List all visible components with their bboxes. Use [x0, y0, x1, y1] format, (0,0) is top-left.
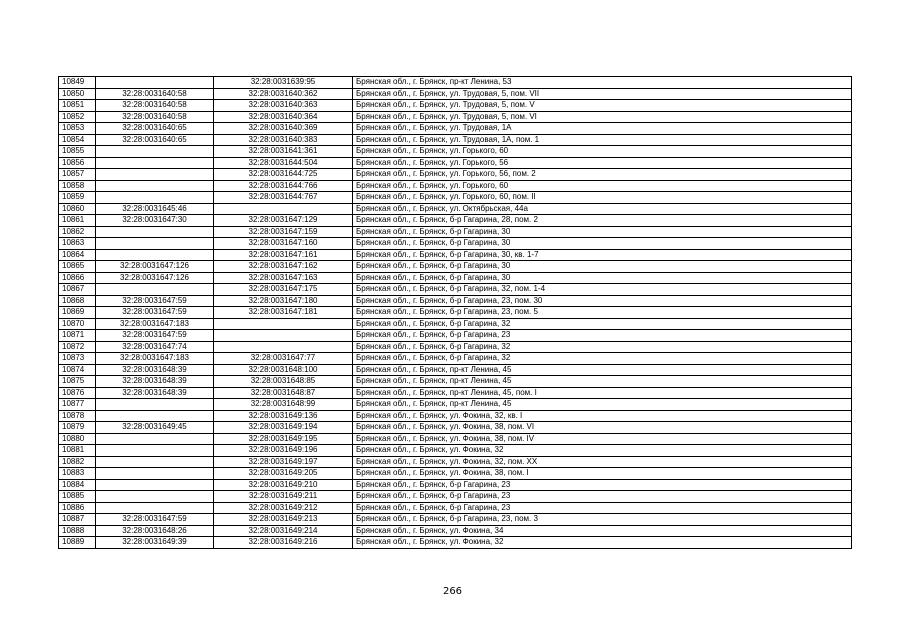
address-cell: Брянская обл., г. Брянск, ул. Фокина, 38, пом. VI	[353, 422, 852, 434]
address-cell: Брянская обл., г. Брянск, ул. Фокина, 38, пом. I	[353, 468, 852, 480]
parcel-cadastral-cell: 32:28:0031649:45	[96, 422, 214, 434]
building-cadastral-cell: 32:28:0031647:181	[214, 307, 353, 319]
table-row	[59, 192, 852, 204]
row-number-cell: 10880	[59, 433, 96, 445]
parcel-cadastral-cell: 32:28:0031647:74	[96, 341, 214, 353]
parcel-cadastral-cell	[96, 226, 214, 238]
parcel-cadastral-cell: 32:28:0031648:26	[96, 525, 214, 537]
table-row	[59, 399, 852, 411]
row-number-cell: 10859	[59, 192, 96, 204]
row-number-cell: 10876	[59, 387, 96, 399]
address-cell: Брянская обл., г. Брянск, б-р Гагарина, 23	[353, 491, 852, 503]
address-cell: Брянская обл., г. Брянск, ул. Трудовая, 1А, пом. 1	[353, 134, 852, 146]
parcel-cadastral-cell: 32:28:0031647:183	[96, 353, 214, 365]
address-cell: Брянская обл., г. Брянск, б-р Гагарина, 32	[353, 353, 852, 365]
row-number-cell: 10860	[59, 203, 96, 215]
address-cell: Брянская обл., г. Брянск, ул. Горького, 56, пом. 2	[353, 169, 852, 181]
building-cadastral-cell: 32:28:0031640:369	[214, 123, 353, 135]
address-cell: Брянская обл., г. Брянск, ул. Фокина, 32, пом. XX	[353, 456, 852, 468]
address-cell: Брянская обл., г. Брянск, б-р Гагарина, 32	[353, 318, 852, 330]
parcel-cadastral-cell: 32:28:0031648:39	[96, 387, 214, 399]
parcel-cadastral-cell: 32:28:0031649:39	[96, 537, 214, 549]
address-cell: Брянская обл., г. Брянск, пр-кт Ленина, 45	[353, 399, 852, 411]
parcel-cadastral-cell	[96, 157, 214, 169]
table-row	[59, 456, 852, 468]
building-cadastral-cell: 32:28:0031647:77	[214, 353, 353, 365]
address-cell: Брянская обл., г. Брянск, б-р Гагарина, 23, пом. 3	[353, 514, 852, 526]
row-number-cell: 10874	[59, 364, 96, 376]
table-row	[59, 445, 852, 457]
row-number-cell: 10869	[59, 307, 96, 319]
row-number-cell: 10875	[59, 376, 96, 388]
parcel-cadastral-cell	[96, 192, 214, 204]
table-row	[59, 180, 852, 192]
table-row	[59, 272, 852, 284]
building-cadastral-cell: 32:28:0031649:213	[214, 514, 353, 526]
building-cadastral-cell: 32:28:0031647:162	[214, 261, 353, 273]
row-number-cell: 10866	[59, 272, 96, 284]
address-cell: Брянская обл., г. Брянск, пр-кт Ленина, 45, пом. I	[353, 387, 852, 399]
parcel-cadastral-cell	[96, 77, 214, 89]
parcel-cadastral-cell: 32:28:0031640:58	[96, 88, 214, 100]
row-number-cell: 10878	[59, 410, 96, 422]
table-row	[59, 123, 852, 135]
parcel-cadastral-cell	[96, 468, 214, 480]
table-row	[59, 203, 852, 215]
parcel-cadastral-cell: 32:28:0031647:126	[96, 272, 214, 284]
row-number-cell: 10888	[59, 525, 96, 537]
address-cell: Брянская обл., г. Брянск, б-р Гагарина, 30	[353, 272, 852, 284]
parcel-cadastral-cell: 32:28:0031647:59	[96, 514, 214, 526]
address-cell: Брянская обл., г. Брянск, ул. Фокина, 32	[353, 537, 852, 549]
parcel-cadastral-cell: 32:28:0031647:59	[96, 307, 214, 319]
building-cadastral-cell: 32:28:0031648:87	[214, 387, 353, 399]
row-number-cell: 10877	[59, 399, 96, 411]
row-number-cell: 10854	[59, 134, 96, 146]
parcel-cadastral-cell	[96, 249, 214, 261]
row-number-cell: 10864	[59, 249, 96, 261]
building-cadastral-cell: 32:28:0031644:725	[214, 169, 353, 181]
table-row	[59, 376, 852, 388]
parcel-cadastral-cell: 32:28:0031647:30	[96, 215, 214, 227]
building-cadastral-cell: 32:28:0031649:214	[214, 525, 353, 537]
parcel-cadastral-cell	[96, 491, 214, 503]
row-number-cell: 10879	[59, 422, 96, 434]
address-cell: Брянская обл., г. Брянск, ул. Трудовая, 5, пом. VII	[353, 88, 852, 100]
building-cadastral-cell: 32:28:0031649:211	[214, 491, 353, 503]
table-row	[59, 100, 852, 112]
building-cadastral-cell: 32:28:0031647:163	[214, 272, 353, 284]
building-cadastral-cell: 32:28:0031649:210	[214, 479, 353, 491]
parcel-cadastral-cell	[96, 433, 214, 445]
building-cadastral-cell: 32:28:0031639:95	[214, 77, 353, 89]
row-number-cell: 10858	[59, 180, 96, 192]
row-number-cell: 10871	[59, 330, 96, 342]
row-number-cell: 10889	[59, 537, 96, 549]
row-number-cell: 10855	[59, 146, 96, 158]
table-row	[59, 353, 852, 365]
building-cadastral-cell: 32:28:0031649:212	[214, 502, 353, 514]
building-cadastral-cell: 32:28:0031647:129	[214, 215, 353, 227]
building-cadastral-cell: 32:28:0031644:504	[214, 157, 353, 169]
parcel-cadastral-cell: 32:28:0031648:39	[96, 364, 214, 376]
parcel-cadastral-cell	[96, 456, 214, 468]
address-cell: Брянская обл., г. Брянск, б-р Гагарина, 23	[353, 502, 852, 514]
row-number-cell: 10852	[59, 111, 96, 123]
table-row	[59, 226, 852, 238]
parcel-cadastral-cell: 32:28:0031647:126	[96, 261, 214, 273]
table-row	[59, 215, 852, 227]
building-cadastral-cell: 32:28:0031647:160	[214, 238, 353, 250]
building-cadastral-cell: 32:28:0031648:85	[214, 376, 353, 388]
building-cadastral-cell: 32:28:0031649:136	[214, 410, 353, 422]
table-row	[59, 502, 852, 514]
address-cell: Брянская обл., г. Брянск, б-р Гагарина, 23	[353, 330, 852, 342]
table-row	[59, 433, 852, 445]
building-cadastral-cell	[214, 318, 353, 330]
row-number-cell: 10867	[59, 284, 96, 296]
table-row	[59, 341, 852, 353]
row-number-cell: 10887	[59, 514, 96, 526]
building-cadastral-cell: 32:28:0031649:216	[214, 537, 353, 549]
building-cadastral-cell: 32:28:0031644:767	[214, 192, 353, 204]
building-cadastral-cell: 32:28:0031640:364	[214, 111, 353, 123]
table-row	[59, 387, 852, 399]
table-row	[59, 364, 852, 376]
table-row	[59, 261, 852, 273]
table-row	[59, 330, 852, 342]
address-cell: Брянская обл., г. Брянск, б-р Гагарина, 30	[353, 261, 852, 273]
parcel-cadastral-cell	[96, 146, 214, 158]
building-cadastral-cell: 32:28:0031640:362	[214, 88, 353, 100]
address-cell: Брянская обл., г. Брянск, ул. Трудовая, 1А	[353, 123, 852, 135]
parcel-cadastral-cell: 32:28:0031647:59	[96, 295, 214, 307]
building-cadastral-cell: 32:28:0031640:363	[214, 100, 353, 112]
row-number-cell: 10850	[59, 88, 96, 100]
row-number-cell: 10885	[59, 491, 96, 503]
address-cell: Брянская обл., г. Брянск, ул. Трудовая, 5, пом. VI	[353, 111, 852, 123]
address-cell: Брянская обл., г. Брянск, ул. Фокина, 34	[353, 525, 852, 537]
row-number-cell: 10881	[59, 445, 96, 457]
row-number-cell: 10882	[59, 456, 96, 468]
parcel-cadastral-cell	[96, 502, 214, 514]
row-number-cell: 10862	[59, 226, 96, 238]
address-cell: Брянская обл., г. Брянск, б-р Гагарина, 30	[353, 238, 852, 250]
page-number: 266	[442, 586, 463, 597]
row-number-cell: 10884	[59, 479, 96, 491]
row-number-cell: 10883	[59, 468, 96, 480]
address-cell: Брянская обл., г. Брянск, б-р Гагарина, 23, пом. 5	[353, 307, 852, 319]
address-cell: Брянская обл., г. Брянск, б-р Гагарина, 23, пом. 30	[353, 295, 852, 307]
row-number-cell: 10870	[59, 318, 96, 330]
building-cadastral-cell	[214, 330, 353, 342]
table-row	[59, 111, 852, 123]
table-row	[59, 525, 852, 537]
address-cell: Брянская обл., г. Брянск, ул. Фокина, 38, пом. IV	[353, 433, 852, 445]
row-number-cell: 10873	[59, 353, 96, 365]
parcel-cadastral-cell: 32:28:0031647:59	[96, 330, 214, 342]
row-number-cell: 10868	[59, 295, 96, 307]
address-cell: Брянская обл., г. Брянск, б-р Гагарина, 23	[353, 479, 852, 491]
building-cadastral-cell: 32:28:0031649:205	[214, 468, 353, 480]
table-row	[59, 284, 852, 296]
address-cell: Брянская обл., г. Брянск, ул. Горького, 60	[353, 146, 852, 158]
table-body	[59, 77, 852, 549]
parcel-cadastral-cell	[96, 399, 214, 411]
table-row	[59, 88, 852, 100]
parcel-cadastral-cell	[96, 410, 214, 422]
building-cadastral-cell: 32:28:0031649:197	[214, 456, 353, 468]
building-cadastral-cell: 32:28:0031648:99	[214, 399, 353, 411]
row-number-cell: 10872	[59, 341, 96, 353]
address-cell: Брянская обл., г. Брянск, б-р Гагарина, 28, пом. 2	[353, 215, 852, 227]
building-cadastral-cell: 32:28:0031647:161	[214, 249, 353, 261]
row-number-cell: 10861	[59, 215, 96, 227]
table-row	[59, 238, 852, 250]
parcel-cadastral-cell	[96, 238, 214, 250]
building-cadastral-cell: 32:28:0031644:766	[214, 180, 353, 192]
address-cell: Брянская обл., г. Брянск, ул. Фокина, 32	[353, 445, 852, 457]
address-cell: Брянская обл., г. Брянск, б-р Гагарина, 30, кв. 1-7	[353, 249, 852, 261]
row-number-cell: 10849	[59, 77, 96, 89]
building-cadastral-cell	[214, 203, 353, 215]
property-table	[58, 76, 852, 549]
table-row	[59, 295, 852, 307]
row-number-cell: 10865	[59, 261, 96, 273]
address-cell: Брянская обл., г. Брянск, ул. Горького, 60	[353, 180, 852, 192]
parcel-cadastral-cell: 32:28:0031648:39	[96, 376, 214, 388]
table-row	[59, 157, 852, 169]
table-row	[59, 134, 852, 146]
table-row	[59, 514, 852, 526]
parcel-cadastral-cell	[96, 284, 214, 296]
parcel-cadastral-cell	[96, 445, 214, 457]
row-number-cell: 10856	[59, 157, 96, 169]
table-row	[59, 491, 852, 503]
building-cadastral-cell: 32:28:0031641:361	[214, 146, 353, 158]
parcel-cadastral-cell: 32:28:0031640:58	[96, 111, 214, 123]
parcel-cadastral-cell: 32:28:0031647:183	[96, 318, 214, 330]
table-row	[59, 249, 852, 261]
table-row	[59, 307, 852, 319]
parcel-cadastral-cell: 32:28:0031640:58	[96, 100, 214, 112]
address-cell: Брянская обл., г. Брянск, б-р Гагарина, 32, пом. 1-4	[353, 284, 852, 296]
address-cell: Брянская обл., г. Брянск, б-р Гагарина, 32	[353, 341, 852, 353]
address-cell: Брянская обл., г. Брянск, пр-кт Ленина, 53	[353, 77, 852, 89]
address-cell: Брянская обл., г. Брянск, ул. Октябрьская, 44а	[353, 203, 852, 215]
parcel-cadastral-cell	[96, 479, 214, 491]
address-cell: Брянская обл., г. Брянск, ул. Фокина, 32, кв. I	[353, 410, 852, 422]
building-cadastral-cell	[214, 341, 353, 353]
row-number-cell: 10857	[59, 169, 96, 181]
address-cell: Брянская обл., г. Брянск, ул. Горького, 60, пом. II	[353, 192, 852, 204]
table-row	[59, 77, 852, 89]
parcel-cadastral-cell: 32:28:0031645:46	[96, 203, 214, 215]
row-number-cell: 10853	[59, 123, 96, 135]
table-row	[59, 468, 852, 480]
building-cadastral-cell: 32:28:0031649:195	[214, 433, 353, 445]
table-row	[59, 410, 852, 422]
parcel-cadastral-cell	[96, 180, 214, 192]
parcel-cadastral-cell: 32:28:0031640:65	[96, 123, 214, 135]
building-cadastral-cell: 32:28:0031647:175	[214, 284, 353, 296]
table-row	[59, 318, 852, 330]
table-row	[59, 422, 852, 434]
table-row	[59, 169, 852, 181]
address-cell: Брянская обл., г. Брянск, б-р Гагарина, 30	[353, 226, 852, 238]
building-cadastral-cell: 32:28:0031649:194	[214, 422, 353, 434]
address-cell: Брянская обл., г. Брянск, пр-кт Ленина, 45	[353, 364, 852, 376]
address-cell: Брянская обл., г. Брянск, пр-кт Ленина, 45	[353, 376, 852, 388]
parcel-cadastral-cell: 32:28:0031640:65	[96, 134, 214, 146]
building-cadastral-cell: 32:28:0031647:159	[214, 226, 353, 238]
table-row	[59, 537, 852, 549]
parcel-cadastral-cell	[96, 169, 214, 181]
row-number-cell: 10863	[59, 238, 96, 250]
building-cadastral-cell: 32:28:0031647:180	[214, 295, 353, 307]
address-cell: Брянская обл., г. Брянск, ул. Горького, 56	[353, 157, 852, 169]
building-cadastral-cell: 32:28:0031649:196	[214, 445, 353, 457]
building-cadastral-cell: 32:28:0031648:100	[214, 364, 353, 376]
table-row	[59, 146, 852, 158]
address-cell: Брянская обл., г. Брянск, ул. Трудовая, 5, пом. V	[353, 100, 852, 112]
row-number-cell: 10851	[59, 100, 96, 112]
table-row	[59, 479, 852, 491]
row-number-cell: 10886	[59, 502, 96, 514]
building-cadastral-cell: 32:28:0031640:383	[214, 134, 353, 146]
